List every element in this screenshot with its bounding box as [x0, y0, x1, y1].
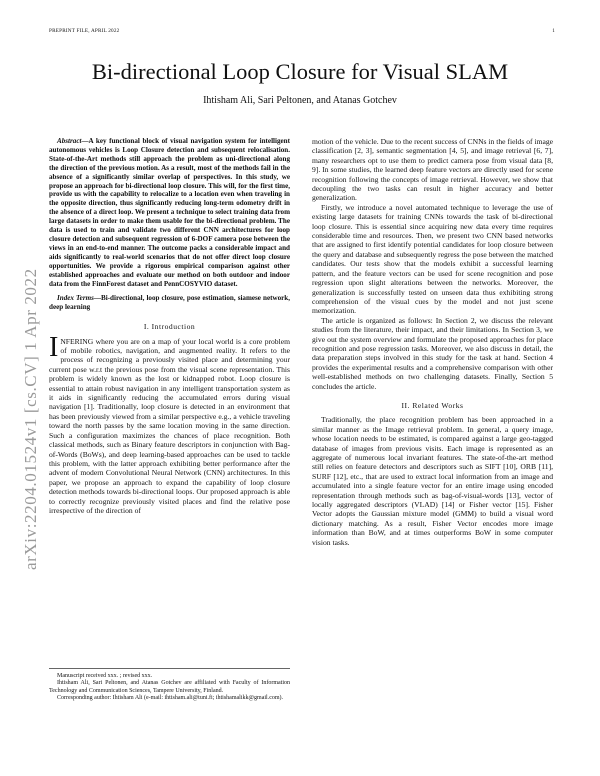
footnote-corresponding: Corresponding author: Ihtisham Ali (e-mail: ihtisham.ali@tuni.fi; ihtishamalikk@gmail.com). — [57, 695, 284, 702]
section-heading-introduction: I. Introduction — [143, 322, 196, 332]
right-column — [312, 137, 553, 547]
abstract-label: Abstract — [57, 137, 82, 145]
index-terms-label: Index Terms — [57, 294, 94, 303]
footnotes — [49, 673, 290, 703]
index-terms — [49, 294, 290, 312]
intro-paragraph-2: Firstly, we introduce a novel automated technique to leverage the use of existing large datasets for training CNNs towards the task of bi-directional loop closure. This is essential since acquiring new data every time requires considerable time and resources. Then, we present two CNN based networks that are assigned to first identify potential candidates for loop closure between the query and database and subsequently regress the pose between the matched candidates. Our tests show that the models exhibit a successful learning pattern, and the feature vectors can be used for scene recognition and pose regression upon slight alterations between the networks. Moreover, the generalization is successfully tested on unseen data thus exhibiting strong comprehension of the visual cues by the model and not just scene memorization. — [312, 202, 553, 316]
author-list: Ihtisham Ali, Sari Peltonen, and Atanas Gotchev — [203, 95, 397, 106]
footnote-rule — [49, 668, 290, 669]
abstract — [49, 137, 290, 288]
header-journal: PREPRINT FILE, APRIL 2022 — [49, 28, 120, 34]
left-column — [49, 137, 290, 515]
intro-paragraph-3: The article is organized as follows: In Section 2, we discuss the relevant studies from the literature, their impact, and their limitations. In Section 3, we give out the system overview and formulate the proposed approaches for place recognition and pose regression tasks. Moreover, we also discuss in detail, the data preparation steps involved in this study for the task at hand. Section 4 provides the experimental results and a comprehensive comparison with other well-established methods on two challenging datasets. Finally, Section 5 concludes the article. — [312, 315, 553, 391]
index-terms-text: —Bi-directional, loop closure, pose estimation, siamese network, deep learning — [49, 294, 290, 312]
section-heading-related-works: II. Related Works — [401, 400, 464, 410]
intro-paragraph-1 — [49, 337, 290, 516]
running-header — [49, 28, 555, 38]
related-paragraph-1: Traditionally, the place recognition problem has been approached in a similar manner as the Image retrieval problem. In general, a query image, whose location needs to be estimated, is compared against a large geo-tagged database of images from previous visits. Each image is represented as an aggregate of numerous local invariant features. The state-of-the-art method still relies on feature detectors and descriptors such as SIFT [10], ORB [11], SURF [12], etc., that are used to extract local information from an image and accumulated into a single feature vector for an entire image using encoded representation through methods such as bag-of-visual-words [13], vector of locally aggregated descriptors (VLAD) [14] or Fisher vector [15]. Fisher Vector adopts the Gaussian mixture model (GMM) to build a visual word dictionary matching. As a result, Fisher Vector encodes more image information than BoW, and at times outperforms BoW in some computer vision tasks. — [312, 415, 553, 547]
arxiv-identifier: arXiv:2204.01524v1 [cs.CV] 1 Apr 2022 — [21, 268, 40, 570]
intro-paragraph-1-text: NFERING where you are on a map of your local world is a core problem of mobile robotics, navigation, and augmented reality. It refers to the process of recognizing a previously visited place and determining your current pose w.r.t the previous pose from the visual scene representation. This problem is widely known as the lost or kidnapped robot. Loop closure is essential to attain robust navigation in any intelligent transportation system as it aids in significantly reducing the accumulated errors during visual navigation [1]. Traditionally, loop closure is detected in an environment that has been previously viewed from a similar perspective e.g., a vehicle traveling toward the north passes by the same location moving in the same direction. Such a configuration maximizes the chances of place recognition. Both classical methods, such as Binary feature descriptors in conjunction with Bag-of-Words (BoWs), and deep learning-based approaches can be used to tackle this problem, with the latter approach exhibiting better performance after the advent of modern Convolutional Neural Network (CNN) architectures. In this paper, we propose an approach to expand the capability of loop closure detection methods towards bi-directional loops. Our proposed approach is able to correctly recognize previously visited places and find the relative pose irrespective of the direction of — [49, 336, 290, 515]
paper-title: Bi-directional Loop Closure for Visual SLAM — [91, 59, 509, 84]
drop-cap: I — [49, 336, 59, 363]
page-number: 1 — [552, 28, 555, 34]
footnote-manuscript: Manuscript received xxx. ; revised xxx. — [57, 673, 153, 679]
intro-paragraph-1-continued: motion of the vehicle. Due to the recent success of CNNs in the fields of image classification [2, 3], semantic segmentation [4, 5], and image retrieval [6, 7], many researchers opt to use them to predict camera pose from visual data [8, 9]. In some studies, the learned deep feature vectors are directly used for scene recognition following the concepts of image retrieval. However, we show that decoupling the two tasks can result in higher accuracy and better generalization. — [312, 137, 553, 203]
abstract-text: —A key functional block of visual navigation system for intelligent autonomous vehicles is Loop Closure detection and subsequent relocalisation. State-of-the-Art methods still approach the problem as uni-directional along the direction of the previous motion. As a result, most of the methods fail in the absence of a significantly similar overlap of perspectives. In this study, we propose an approach for bi-directional loop closure. This will, for the first time, provide us with the capability to relocalize to a location even when traveling in the opposite direction, thus significantly reducing long-term odometry drift in the absence of a direct loop. We present a technique to select training data from large datasets in order to make them usable for the bi-directional problem. The data is used to train and validate two different CNN architectures for loop closure detection and subsequent regression of 6-DOF camera pose between the views in an end-to-end manner. The outcome packs a considerable impact and aids significantly to real-world scenarios that do not offer direct loop closure opportunities. We provide a rigorous empirical comparison against other established approaches and evaluate our method on both outdoor and indoor data from the FinnForest dataset and PennCOSYVIO dataset. — [49, 137, 290, 288]
footnote-affiliation: Ihtisham Ali, Sari Peltonen, and Atanas Gotchev are affiliated with Faculty of Information Technology and Communication Sciences, Tampere University, Finland. — [49, 680, 290, 694]
